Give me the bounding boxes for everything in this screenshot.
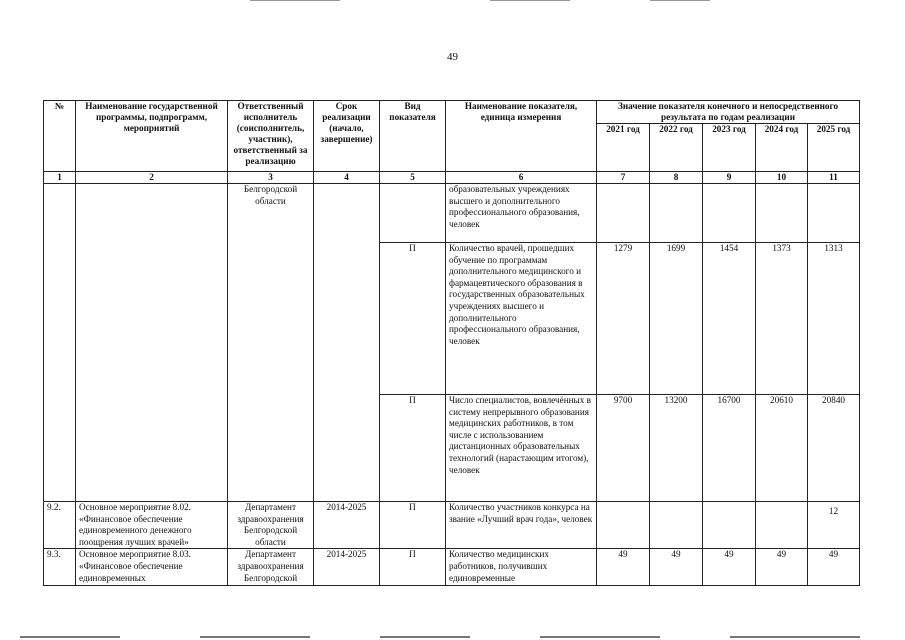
row-value: 1454 [703,243,756,395]
row-indicator: образовательных учреждениях высшего и дополнительного профессионального образования, человек [446,184,597,243]
row-value: 1313 [808,243,860,395]
header-executor: Ответственный исполнитель (соисполнитель, участник), ответственный за реализацию [228,101,314,172]
row-value: 49 [756,549,808,586]
column-number: 9 [703,172,756,184]
scan-edge-mark [250,0,340,1]
row-executor: Белгородской области [228,184,314,502]
row-value [597,502,650,549]
scan-edge-mark [380,636,470,638]
row-kind [380,184,446,243]
row-executor: Департамент здравоохранения Белгородской [228,549,314,586]
column-numbers-row [44,172,860,184]
table-row [44,184,860,243]
row-indicator: Количество участников конкурса на звание «Лучший врач года», человек [446,502,597,549]
column-number: 2 [76,172,228,184]
row-indicator: Количество врачей, прошедших обучение по программам дополнительного медицинского и фармацевтического образования в государственных образовательных учреждениях высшего и дополнительного профессионального образования, человек [446,243,597,395]
row-value [597,184,650,243]
row-num: 9.3. [44,549,76,586]
row-value: 20840 [808,395,860,502]
scan-edge-mark [730,636,860,638]
scan-edge-mark [20,636,120,638]
row-value: 49 [650,549,703,586]
table-row [44,502,860,549]
header-kind: Вид показателя [380,101,446,172]
row-value: 49 [703,549,756,586]
row-value: 1279 [597,243,650,395]
table-row [44,549,860,586]
row-name: Основное мероприятие 8.02. «Финансовое обеспечение единовременного денежного поощрения лучших врачей» [76,502,228,549]
column-number: 4 [314,172,380,184]
row-value: 20610 [756,395,808,502]
row-indicator: Число специалистов, вовлечённых в систему непрерывного образования медицинских работников, в том числе с использованием дистанционных образовательных технологий (нарастающим итогом), человек [446,395,597,502]
row-value [808,184,860,243]
row-value: 13200 [650,395,703,502]
row-kind: П [380,549,446,586]
scan-edge-mark [650,0,710,1]
header-year: 2021 год [597,124,650,172]
header-year: 2022 год [650,124,703,172]
row-value: 16700 [703,395,756,502]
header-year: 2024 год [756,124,808,172]
header-year: 2025 год [808,124,860,172]
column-number: 8 [650,172,703,184]
row-kind: П [380,502,446,549]
row-value: 1699 [650,243,703,395]
column-number: 6 [446,172,597,184]
header-values: Значение показателя конечного и непосредственного результата по годам реализации [597,101,860,124]
row-value: 1373 [756,243,808,395]
row-term: 2014-2025 [314,549,380,586]
column-number: 11 [808,172,860,184]
row-name: Основное мероприятие 8.03. «Финансовое обеспечение единовременных [76,549,228,586]
row-name [76,184,228,502]
header-year: 2023 год [703,124,756,172]
row-value: 9700 [597,395,650,502]
row-value: 49 [597,549,650,586]
column-number: 10 [756,172,808,184]
row-value [756,184,808,243]
row-executor: Департамент здравоохранения Белгородской области [228,502,314,549]
row-indicator: Количество медицинских работников, получивших единовременные [446,549,597,586]
row-value: 12 [808,502,860,549]
page-number: 49 [447,51,458,63]
header-indicator: Наименование показателя, единица измерения [446,101,597,172]
header-name: Наименование государственной программы, подпрограмм, мероприятий [76,101,228,172]
row-term [314,184,380,502]
indicators-table [43,100,860,586]
row-kind: П [380,395,446,502]
scan-edge-mark [490,0,570,1]
row-value [650,502,703,549]
row-value [703,502,756,549]
row-term: 2014-2025 [314,502,380,549]
column-number: 1 [44,172,76,184]
column-number: 3 [228,172,314,184]
row-num: 9.2. [44,502,76,549]
row-value [703,184,756,243]
row-value: 49 [808,549,860,586]
row-value [756,502,808,549]
row-value [650,184,703,243]
header-num: № [44,101,76,172]
row-kind: П [380,243,446,395]
column-number: 5 [380,172,446,184]
column-number: 7 [597,172,650,184]
scan-edge-mark [540,636,660,638]
header-term: Срок реализации (начало, завершение) [314,101,380,172]
row-num [44,184,76,502]
scan-edge-mark [200,636,310,638]
